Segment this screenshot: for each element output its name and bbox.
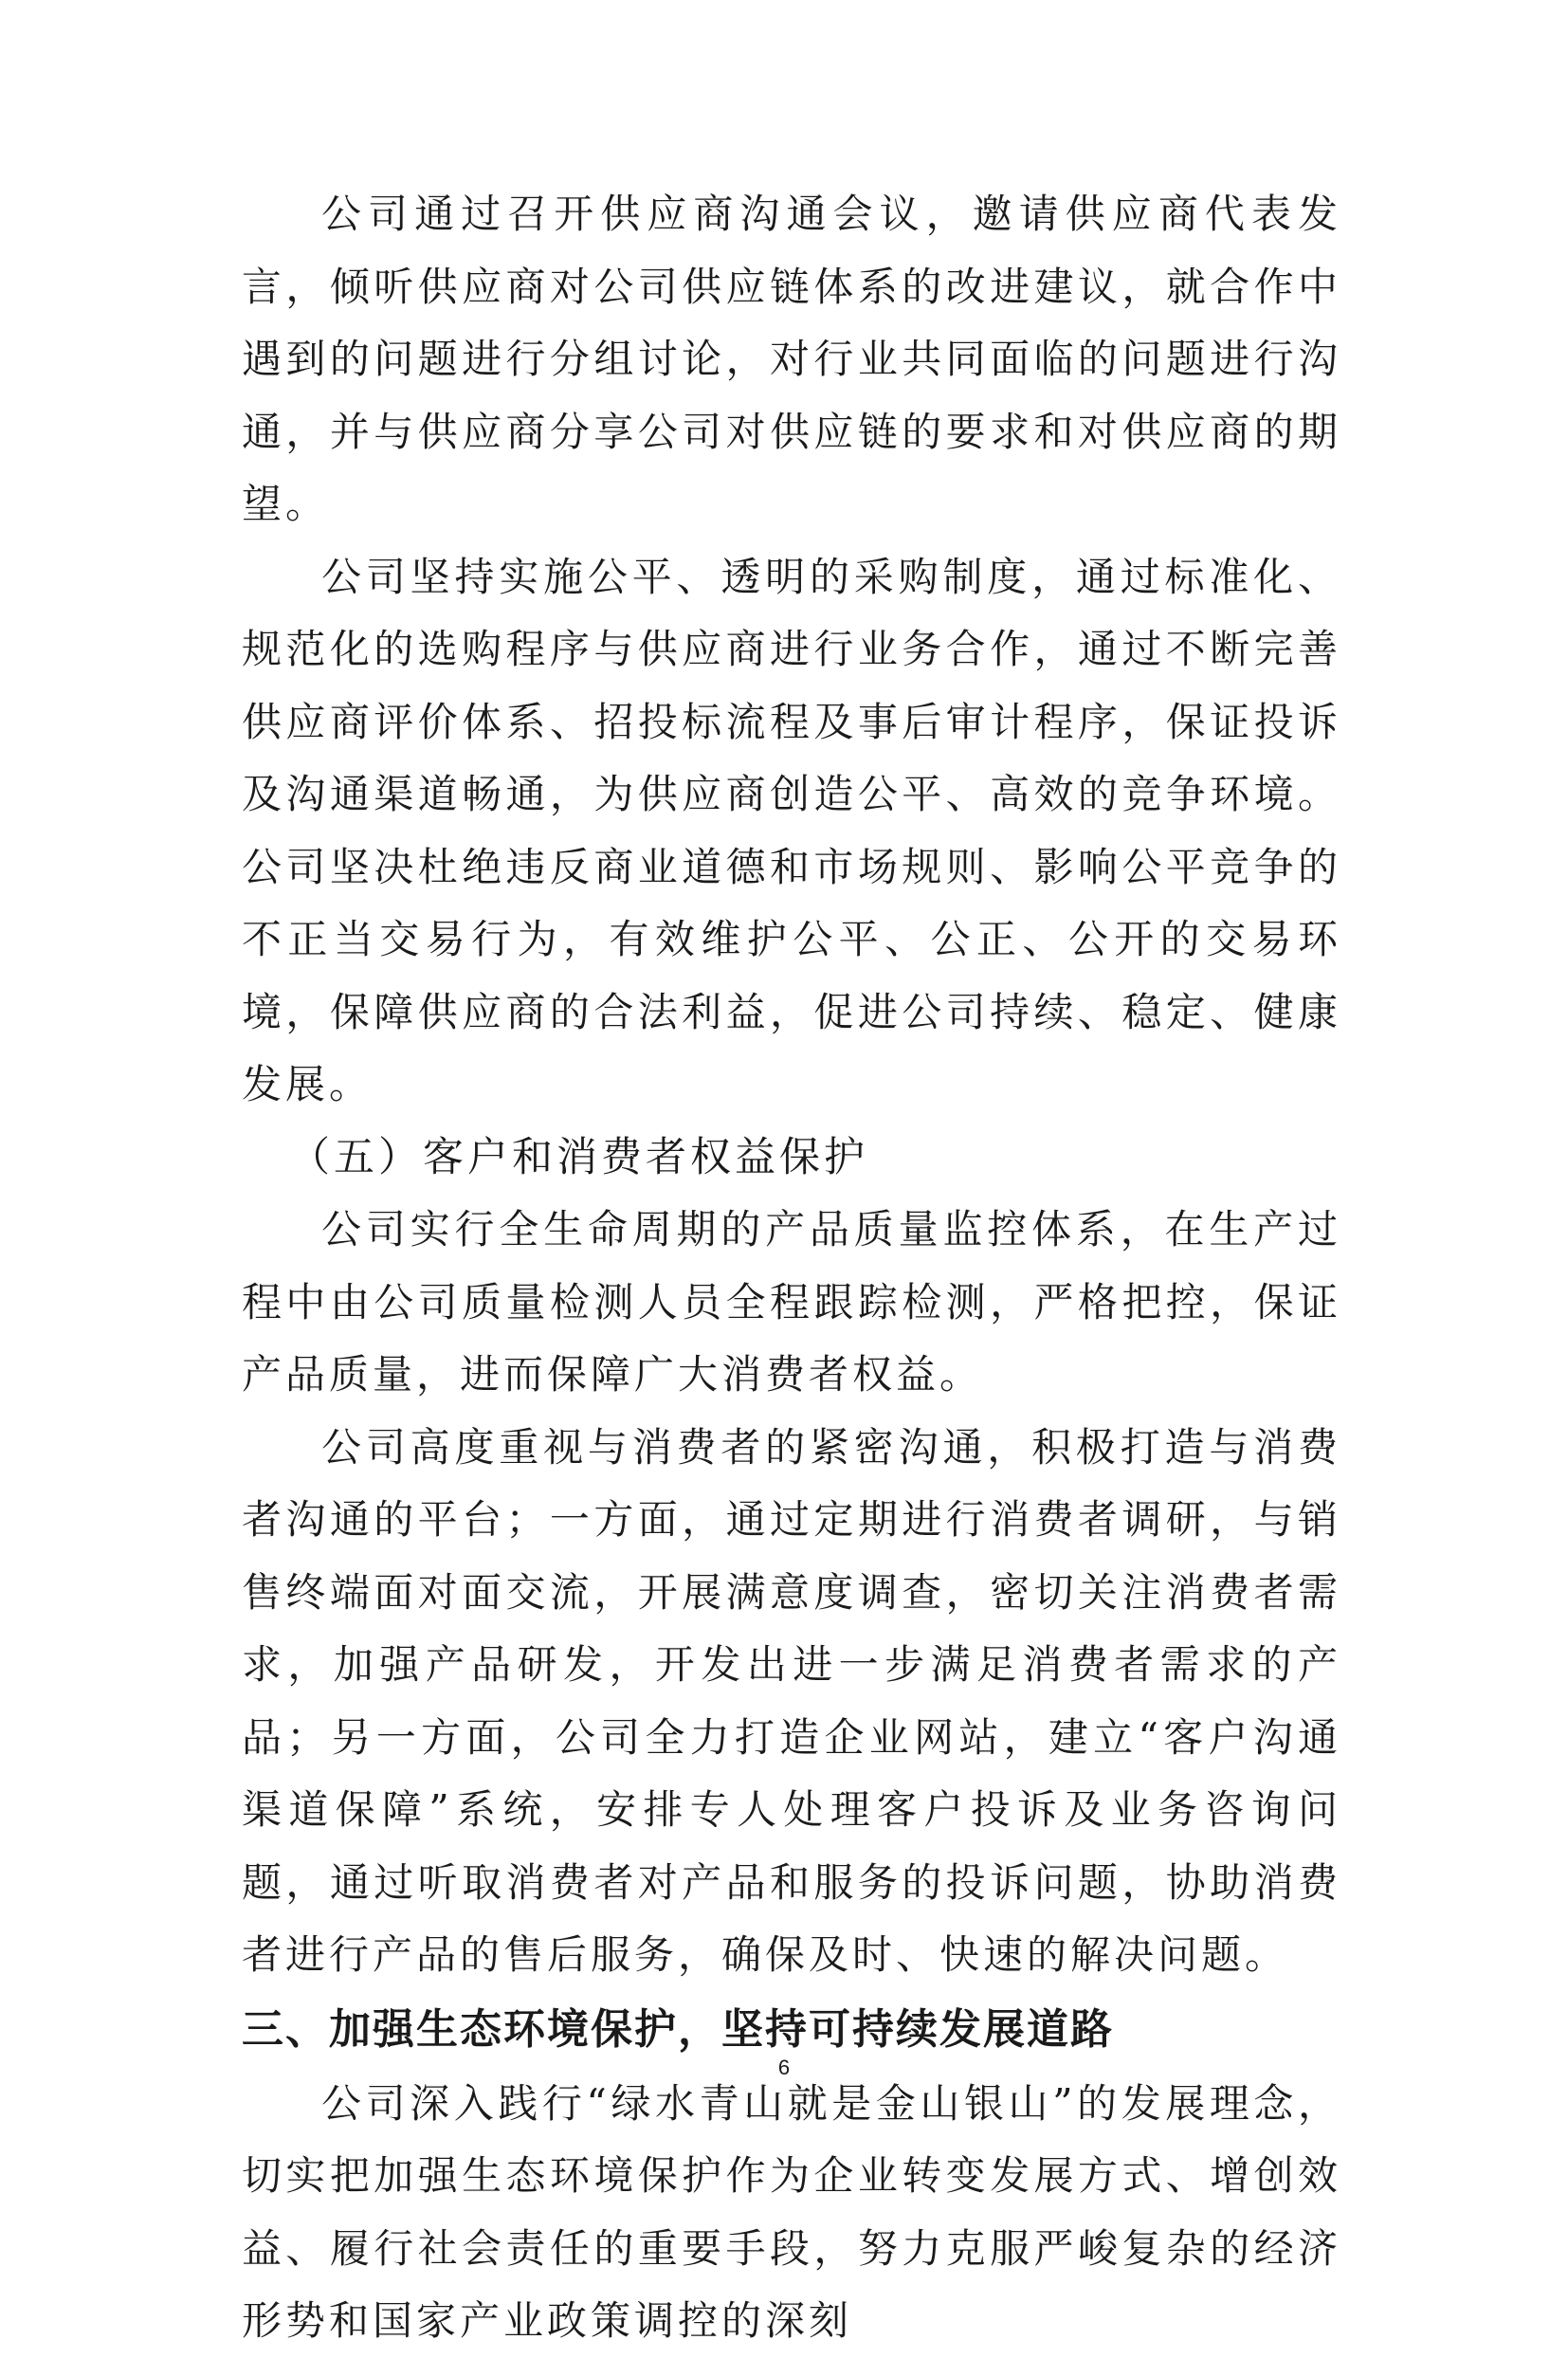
section-subheading: （五）客户和消费者权益保护 <box>289 1133 868 1181</box>
paragraph-environment: 公司深入践行“绿水青山就是金山银山”的发展理念，切实把加强生态环境保护作为企业转变发展方式、增创效益、履行社会责任的重要手段，努力克服严峻复杂的经济形势和国家产业政策调控的深刻 <box>242 2079 1341 2344</box>
page-body <box>242 178 1341 2358</box>
page-number: 6 <box>777 2056 791 2079</box>
paragraph-consumer-communication: 公司高度重视与消费者的紧密沟通，积极打造与消费者沟通的平台；一方面，通过定期进行消费者调研，与销售终端面对面交流，开展满意度调查，密切关注消费者需求，加强产品研发，开发出进一步满足消费者需求的产品；另一方面，公司全力打造企业网站，建立“客户沟通渠道保障”系统，安排专人处理客户投诉及业务咨询问题，通过听取消费者对产品和服务的投诉问题，协助消费者进行产品的售后服务，确保及时、快速的解决问题。 <box>242 1423 1341 1978</box>
paragraph-fair-procurement: 公司坚持实施公平、透明的采购制度，通过标准化、规范化的选购程序与供应商进行业务合作，通过不断完善供应商评价体系、招投标流程及事后审计程序，保证投诉及沟通渠道畅通，为供应商创造公平、高效的竞争环境。公司坚决杜绝违反商业道德和市场规则、影响公平竞争的不正当交易行为，有效维护公平、公正、公开的交易环境，保障供应商的合法利益，促进公司持续、稳定、健康发展。 <box>242 553 1341 1107</box>
paragraph-quality-control: 公司实行全生命周期的产品质量监控体系，在生产过程中由公司质量检测人员全程跟踪检测，严格把控，保证产品质量，进而保障广大消费者权益。 <box>242 1206 1341 1398</box>
section-heading: 三、加强生态环境保护，坚持可持续发展道路 <box>242 2004 1114 2054</box>
paragraph-supplier-communication: 公司通过召开供应商沟通会议，邀请供应商代表发言，倾听供应商对公司供应链体系的改进建议，就合作中遇到的问题进行分组讨论，对行业共同面临的问题进行沟通，并与供应商分享公司对供应链的要求和对供应商的期望。 <box>242 191 1341 527</box>
